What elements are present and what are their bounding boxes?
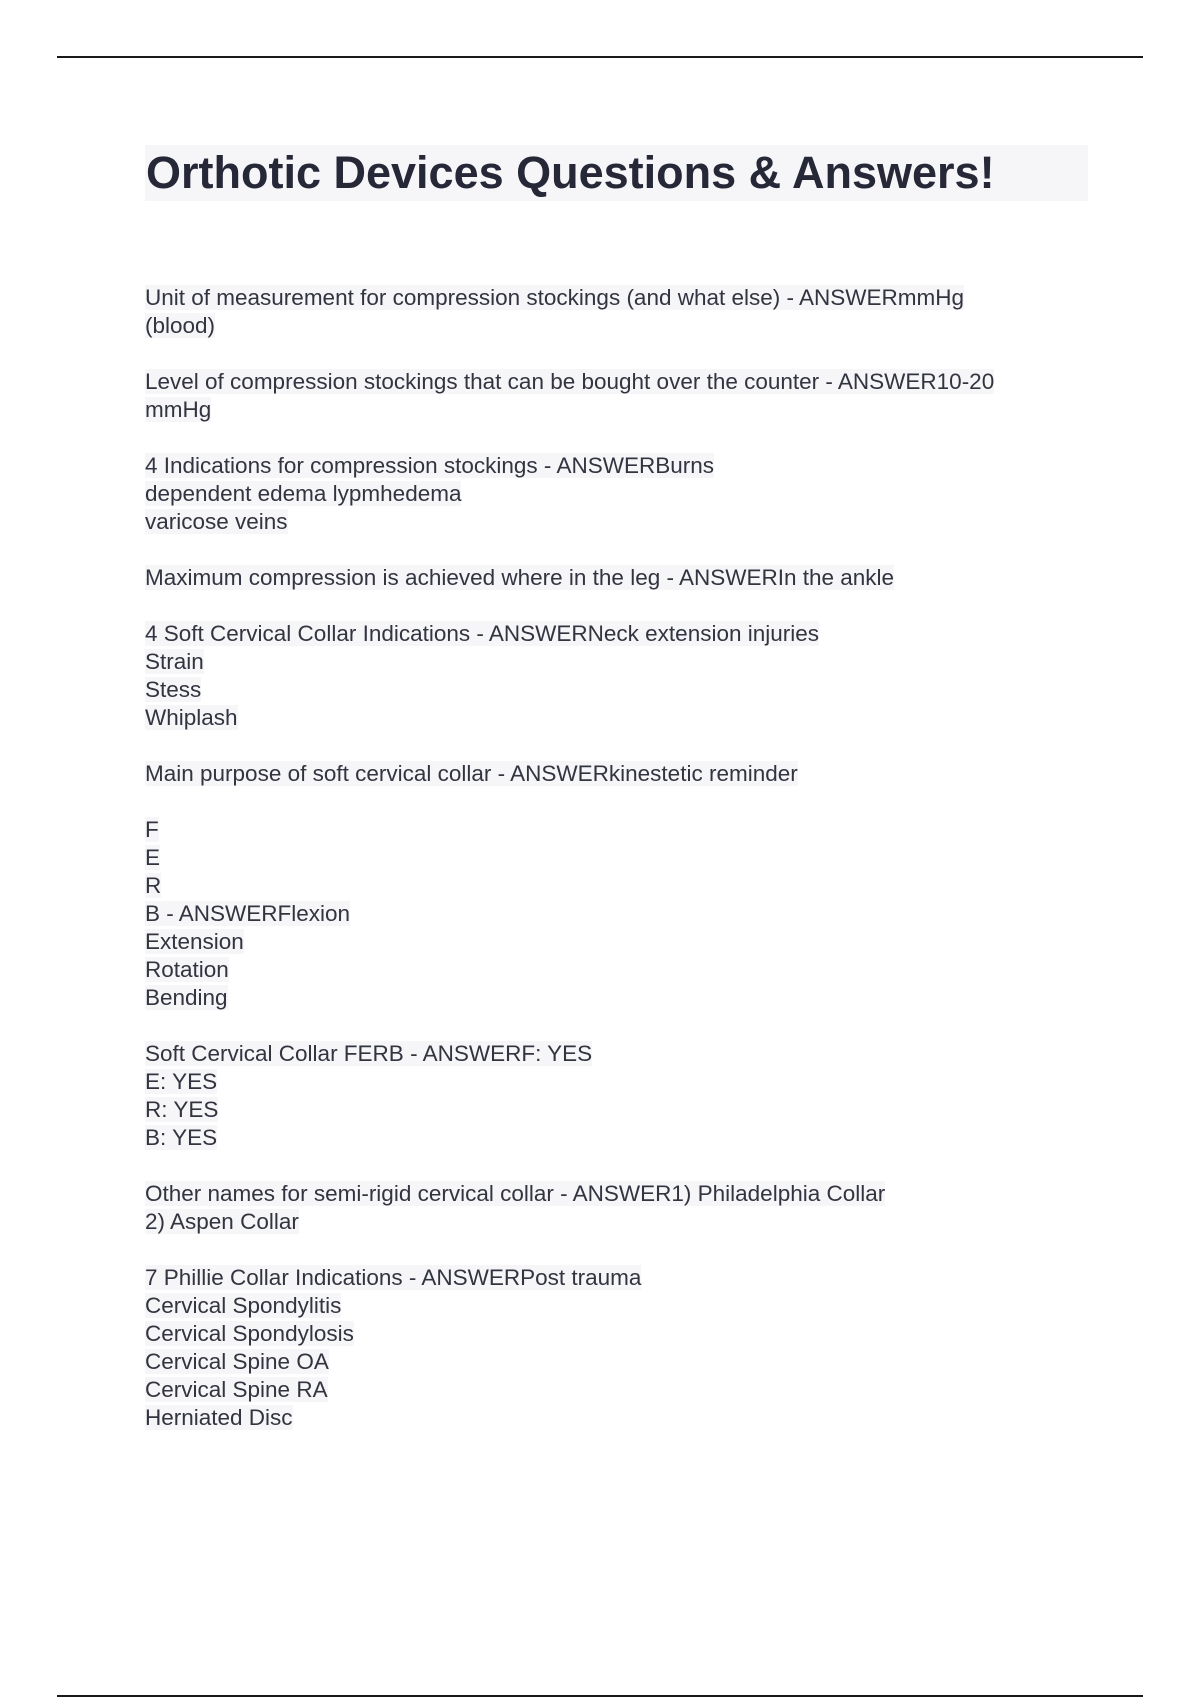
qa-line-text: Herniated Disc <box>145 1405 293 1430</box>
qa-line-text: 4 Soft Cervical Collar Indications - ANSWERNeck extension injuries <box>145 621 820 646</box>
qa-line <box>145 312 1075 340</box>
qa-line-text: F <box>145 817 159 842</box>
top-rule <box>57 56 1143 58</box>
qa-line-text: 2) Aspen Collar <box>145 1209 299 1234</box>
qa-line-text: varicose veins <box>145 509 288 534</box>
qa-line <box>145 1040 1075 1068</box>
qa-line <box>145 872 1075 900</box>
qa-item <box>145 760 1075 788</box>
qa-line <box>145 1208 1075 1236</box>
qa-line <box>145 396 1075 424</box>
qa-list <box>145 284 1075 1460</box>
qa-line <box>145 1096 1075 1124</box>
qa-line <box>145 900 1075 928</box>
qa-line <box>145 564 1075 592</box>
qa-item <box>145 564 1075 592</box>
qa-line-text: (blood) <box>145 313 216 338</box>
qa-line-text: Extension <box>145 929 244 954</box>
qa-item <box>145 284 1075 340</box>
qa-item <box>145 1040 1075 1152</box>
qa-line <box>145 844 1075 872</box>
qa-line <box>145 452 1075 480</box>
qa-line <box>145 480 1075 508</box>
qa-line <box>145 1320 1075 1348</box>
qa-line <box>145 928 1075 956</box>
qa-line <box>145 620 1075 648</box>
qa-line-text: Other names for semi-rigid cervical collar - ANSWER1) Philadelphia Collar <box>145 1181 886 1206</box>
qa-line <box>145 1292 1075 1320</box>
document-title: Orthotic Devices Questions & Answers! <box>146 147 995 198</box>
qa-line <box>145 956 1075 984</box>
qa-line-text: dependent edema lypmhedema <box>145 481 462 506</box>
qa-line-text: Level of compression stockings that can be bought over the counter - ANSWER10-20 <box>145 369 995 394</box>
qa-line-text: E: YES <box>145 1069 218 1094</box>
qa-item <box>145 620 1075 732</box>
qa-item <box>145 452 1075 536</box>
qa-line <box>145 1404 1075 1432</box>
qa-line-text: Stess <box>145 677 202 702</box>
qa-line <box>145 704 1075 732</box>
qa-line <box>145 368 1075 396</box>
qa-line <box>145 1348 1075 1376</box>
qa-line-text: mmHg <box>145 397 212 422</box>
qa-line <box>145 1180 1075 1208</box>
qa-line-text: Main purpose of soft cervical collar - ANSWERkinestetic reminder <box>145 761 798 786</box>
qa-line-text: Bending <box>145 985 228 1010</box>
qa-line-text: Strain <box>145 649 204 674</box>
qa-item <box>145 1180 1075 1236</box>
qa-item <box>145 368 1075 424</box>
qa-item <box>145 1264 1075 1432</box>
qa-line-text: Rotation <box>145 957 229 982</box>
qa-line <box>145 676 1075 704</box>
qa-line <box>145 1068 1075 1096</box>
qa-line <box>145 816 1075 844</box>
qa-line <box>145 508 1075 536</box>
qa-line-text: Cervical Spondylitis <box>145 1293 342 1318</box>
qa-line-text: 7 Phillie Collar Indications - ANSWERPost trauma <box>145 1265 642 1290</box>
qa-line <box>145 1376 1075 1404</box>
qa-line-text: Whiplash <box>145 705 238 730</box>
qa-line-text: Soft Cervical Collar FERB - ANSWERF: YES <box>145 1041 593 1066</box>
qa-line-text: B - ANSWERFlexion <box>145 901 351 926</box>
qa-line <box>145 1124 1075 1152</box>
bottom-rule <box>57 1695 1143 1697</box>
qa-line-text: Cervical Spine RA <box>145 1377 328 1402</box>
qa-line-text: Cervical Spondylosis <box>145 1321 354 1346</box>
qa-line-text: Cervical Spine OA <box>145 1349 329 1374</box>
qa-line-text: R: YES <box>145 1097 219 1122</box>
qa-line <box>145 984 1075 1012</box>
qa-line <box>145 1264 1075 1292</box>
qa-line <box>145 760 1075 788</box>
qa-line-text: 4 Indications for compression stockings - ANSWERBurns <box>145 453 714 478</box>
qa-line-text: Unit of measurement for compression stockings (and what else) - ANSWERmmHg <box>145 285 965 310</box>
qa-line-text: Maximum compression is achieved where in the leg - ANSWERIn the ankle <box>145 565 895 590</box>
qa-item <box>145 816 1075 1012</box>
qa-line-text: B: YES <box>145 1125 218 1150</box>
qa-line <box>145 284 1075 312</box>
qa-line <box>145 648 1075 676</box>
qa-line-text: R <box>145 873 162 898</box>
qa-line-text: E <box>145 845 161 870</box>
